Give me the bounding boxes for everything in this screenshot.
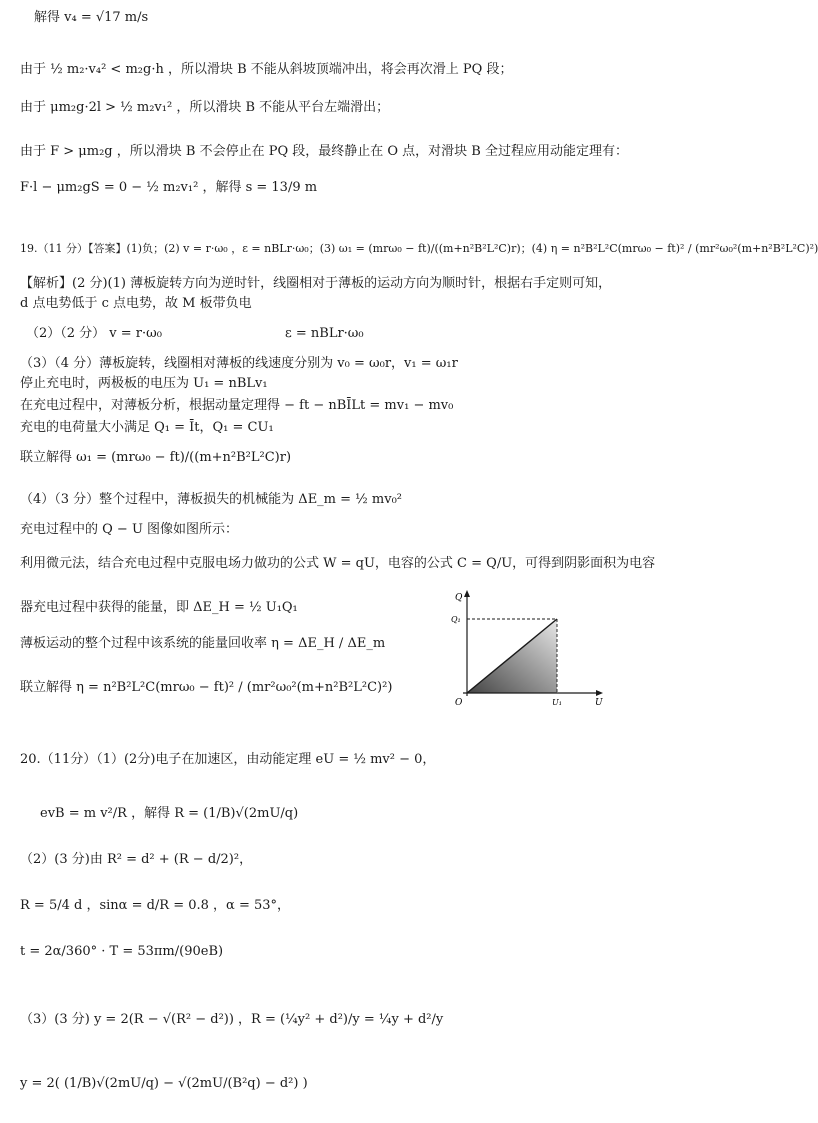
q19-part4-line-3: 利用微元法，结合充电过程中克服电场力做功的公式 W = qU，电容的公式 C = Q/U，可得到阴影面积为电容 xyxy=(20,556,656,571)
text-line-4: 由于 F > μm₂g ，所以滑块 B 不会停止在 PQ 段，最终静止在 O 点，对滑块 B 全过程应用动能定理有： xyxy=(20,144,628,159)
y-axis-label: Q xyxy=(455,593,463,603)
q20-line-1: 20.（11分）（1）(2分)电子在加速区，由动能定理 eU = ½ mv² − 0， xyxy=(20,752,436,767)
q19-part3-line-3: 在充电过程中，对薄板分析，根据动量定理得 − ft − nBĪLt = mv₁ − mv₀ xyxy=(20,398,454,413)
q19-part3-line-2: 停止充电时，两极板的电压为 U₁ = nBLv₁ xyxy=(20,376,268,391)
text-line-2: 由于 ½ m₂·v₄² < m₂g·h ，所以滑块 B 不能从斜坡顶端冲出，将会再次滑上 PQ 段； xyxy=(20,62,513,77)
x-axis-label: U xyxy=(595,698,603,708)
text-line-1: 解得 v₄ = √17 m/s xyxy=(34,10,149,25)
q19-part4-result: 联立解得 η = n²B²L²C(mrω₀ − ft)² / (mr²ω₀²(m+n²B²L²C)²) xyxy=(20,680,393,695)
q19-answer-line: 19.（11 分）【答案】(1)负；(2) v = r·ω₀ ，ε = nBLr·ω₀；(3) ω₁ = (mrω₀ − ft)/((m+n²B²L²C)r)；(4) η = n²B²L²C(mrω₀ − ft)² / (mr²ω₀²(m+n²B²L²C)²) xyxy=(20,242,818,255)
text-line-5: F·l − μm₂gS = 0 − ½ m₂v₁² ，解得 s = 13/9 m xyxy=(20,180,318,195)
q19-part3-line-4: 充电的电荷量大小满足 Q₁ = Īt，Q₁ = CU₁ xyxy=(20,420,274,435)
text-line-3: 由于 μm₂g·2l > ½ m₂v₁² ，所以滑块 B 不能从平台左端滑出； xyxy=(20,100,390,115)
q19-part4-line-1: （4）（3 分）整个过程中，薄板损失的机械能为 ΔE_m = ½ mv₀² xyxy=(20,492,402,507)
q19-analysis-line-2: d 点电势低于 c 点电势，故 M 板带负电 xyxy=(20,296,252,311)
q19-part2-velocity: （2）（2 分） v = r·ω₀ xyxy=(26,326,162,341)
q19-part4-line-2: 充电过程中的 Q − U 图像如图所示： xyxy=(20,522,239,537)
q19-part4-line-5: 薄板运动的整个过程中该系统的能量回收率 η = ΔE_H / ΔE_m xyxy=(20,636,386,651)
q1-tick-label: Q₁ xyxy=(451,615,461,624)
y-axis-arrow xyxy=(464,590,470,597)
q19-part2-emf: ε = nBLr·ω₀ xyxy=(285,326,364,341)
q19-part3-line-1: （3）（4 分）薄板旋转，线圈相对薄板的线速度分别为 v₀ = ω₀r，v₁ = ω₁r xyxy=(20,356,458,371)
q20-line-2: evB = m v²/R ，解得 R = (1/B)√(2mU/q) xyxy=(40,806,299,821)
q20-line-6: （3）(3 分) y = 2(R − √(R² − d²)) ，R = (¼y² + d²)/y = ¼y + d²/y xyxy=(20,1012,444,1027)
q19-analysis-line-1: 【解析】(2 分)(1) 薄板旋转方向为逆时针，线圈相对于薄板的运动方向为顺时针，根据右手定则可知， xyxy=(20,276,612,291)
q19-part4-line-4: 器充电过程中获得的能量，即 ΔE_H = ½ U₁Q₁ xyxy=(20,600,298,615)
q20-line-4: R = 5/4 d ，sinα = d/R = 0.8 ，α = 53°， xyxy=(20,898,291,913)
origin-label: O xyxy=(455,698,463,708)
x-axis-arrow xyxy=(596,690,603,696)
u1-tick-label: U₁ xyxy=(552,698,562,707)
q20-line-5: t = 2α/360° · T = 53πm/(90eB) xyxy=(20,944,224,959)
q19-part3-result: 联立解得 ω₁ = (mrω₀ − ft)/((m+n²B²L²C)r) xyxy=(20,450,292,465)
q20-line-3: （2）(3 分)由 R² = d² + (R − d/2)²， xyxy=(20,852,253,867)
q20-line-7: y = 2( (1/B)√(2mU/q) − √(2mU/(B²q) − d²) ) xyxy=(20,1076,308,1091)
q-u-graph xyxy=(445,588,610,713)
